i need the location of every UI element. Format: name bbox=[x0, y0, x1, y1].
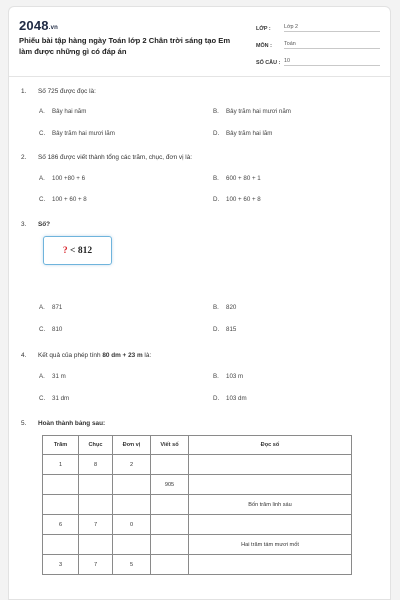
q3-option-c[interactable]: C. 810 bbox=[39, 326, 63, 333]
q1-option-a[interactable]: A. Bảy hai năm bbox=[39, 108, 87, 115]
table-cell[interactable]: 6 bbox=[43, 515, 79, 535]
table-cell[interactable]: 2 bbox=[113, 455, 151, 475]
table-cell[interactable] bbox=[43, 495, 79, 515]
table-cell[interactable]: Bốn trăm linh sáu bbox=[189, 495, 352, 515]
col-header-hundreds: Trăm bbox=[43, 436, 79, 455]
table-cell[interactable]: 7 bbox=[79, 555, 113, 575]
q3-option-d[interactable]: D. 815 bbox=[213, 326, 237, 333]
table-cell[interactable] bbox=[189, 475, 352, 495]
table-cell[interactable]: 7 bbox=[79, 515, 113, 535]
table-cell[interactable]: 3 bbox=[43, 555, 79, 575]
col-header-units: Đơn vị bbox=[113, 436, 151, 455]
q4-option-c[interactable]: C. 31 dm bbox=[39, 395, 70, 402]
worksheet-meta bbox=[256, 19, 380, 70]
question-5: 5. Hoàn thành bảng sau: bbox=[21, 420, 106, 427]
q2-option-c[interactable]: C. 100 + 60 + 8 bbox=[39, 196, 87, 203]
col-header-tens: Chục bbox=[79, 436, 113, 455]
place-value-table bbox=[42, 435, 352, 575]
table-row bbox=[43, 515, 352, 535]
question-1: 1. Số 725 được đọc là: bbox=[21, 88, 96, 95]
table-row bbox=[43, 495, 352, 515]
q1-option-b[interactable]: B. Bảy trăm hai mươi năm bbox=[213, 108, 291, 115]
worksheet-page bbox=[8, 6, 391, 600]
table-cell[interactable] bbox=[189, 455, 352, 475]
table-cell[interactable] bbox=[113, 475, 151, 495]
q1-option-d[interactable]: D. Bảy trăm hai lăm bbox=[213, 130, 273, 137]
table-cell[interactable] bbox=[43, 475, 79, 495]
table-row bbox=[43, 555, 352, 575]
question-3: 3. Số? bbox=[21, 221, 51, 228]
table-cell[interactable] bbox=[151, 455, 189, 475]
table-cell[interactable]: 8 bbox=[79, 455, 113, 475]
q4-option-a[interactable]: A. 31 m bbox=[39, 373, 66, 380]
table-cell[interactable] bbox=[189, 515, 352, 535]
table-cell[interactable]: Hai trăm tám mươi mốt bbox=[189, 535, 352, 555]
table-cell[interactable] bbox=[43, 535, 79, 555]
q2-option-a[interactable]: A. 100 +80 + 6 bbox=[39, 175, 86, 182]
table-cell[interactable] bbox=[79, 475, 113, 495]
table-cell[interactable] bbox=[113, 495, 151, 515]
worksheet-title: Phiếu bài tập hàng ngày Toán lớp 2 Chân trời sáng tạo Em làm được những gì có đáp án bbox=[19, 36, 231, 56]
q4-option-b[interactable]: B. 103 m bbox=[213, 373, 244, 380]
q2-option-d[interactable]: D. 100 + 60 + 8 bbox=[213, 196, 261, 203]
comparison-expression: ? < 812 bbox=[43, 236, 112, 265]
q3-option-b[interactable]: B. 820 bbox=[213, 304, 237, 311]
table-cell[interactable] bbox=[151, 515, 189, 535]
table-cell[interactable] bbox=[189, 555, 352, 575]
meta-class: LỚP : Lớp 2 bbox=[256, 19, 380, 32]
table-cell[interactable]: 1 bbox=[43, 455, 79, 475]
col-header-read-number: Đọc số bbox=[189, 436, 352, 455]
q2-option-b[interactable]: B. 600 + 80 + 1 bbox=[213, 175, 261, 182]
table-cell[interactable] bbox=[151, 535, 189, 555]
question-2: 2. Số 186 được viết thành tổng các trăm, chục, đơn vị là: bbox=[21, 154, 193, 161]
col-header-write-number: Viết số bbox=[151, 436, 189, 455]
question-4: 4. Kết quả của phép tính 80 dm + 23 m là: bbox=[21, 352, 152, 359]
unknown-number: ? bbox=[62, 245, 68, 256]
table-cell[interactable] bbox=[79, 495, 113, 515]
meta-question-count: SỐ CÂU : 10 bbox=[256, 53, 380, 66]
table-cell[interactable] bbox=[79, 535, 113, 555]
table-cell[interactable] bbox=[151, 555, 189, 575]
table-cell[interactable] bbox=[113, 535, 151, 555]
site-logo[interactable]: 2048.vn bbox=[19, 18, 59, 33]
table-cell[interactable]: 905 bbox=[151, 475, 189, 495]
table-row bbox=[43, 455, 352, 475]
meta-subject: MÔN : Toán bbox=[256, 36, 380, 49]
table-header-row bbox=[43, 436, 352, 455]
q4-option-d[interactable]: D. 103 dm bbox=[213, 395, 247, 402]
table-row bbox=[43, 535, 352, 555]
q3-option-a[interactable]: A. 871 bbox=[39, 304, 63, 311]
table-cell[interactable] bbox=[151, 495, 189, 515]
table-cell[interactable]: 5 bbox=[113, 555, 151, 575]
q1-option-c[interactable]: C. Bảy trăm hai mươi lăm bbox=[39, 130, 115, 137]
table-cell[interactable]: 0 bbox=[113, 515, 151, 535]
worksheet-header bbox=[9, 7, 390, 75]
header-divider bbox=[9, 76, 390, 77]
table-row bbox=[43, 475, 352, 495]
